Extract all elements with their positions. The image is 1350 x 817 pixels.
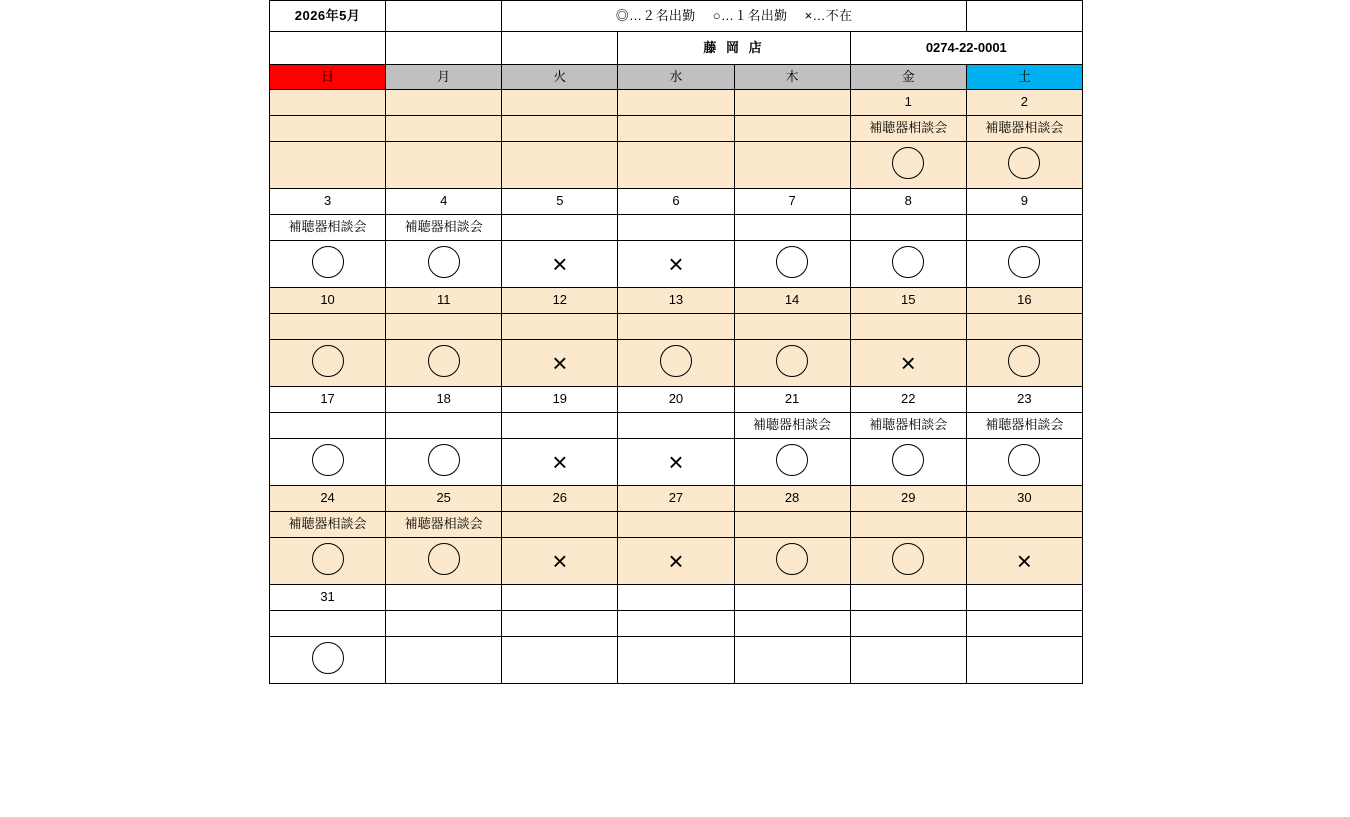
status-cell-empty bbox=[734, 142, 850, 189]
date-cell-empty bbox=[850, 585, 966, 611]
calendar-sheet bbox=[269, 0, 1083, 684]
circle-icon bbox=[892, 246, 924, 278]
event-note-cell-empty bbox=[966, 314, 1082, 340]
event-note-cell-empty bbox=[850, 215, 966, 241]
store-spacer-1 bbox=[270, 32, 386, 65]
circle-icon bbox=[660, 345, 692, 377]
event-note-cell-empty bbox=[502, 116, 618, 142]
day-of-week-row bbox=[270, 65, 1083, 90]
week-note-row bbox=[270, 215, 1083, 241]
circle-icon bbox=[312, 345, 344, 377]
date-cell: 14 bbox=[734, 288, 850, 314]
event-note-cell-empty bbox=[270, 611, 386, 637]
cross-icon: × bbox=[668, 447, 684, 477]
event-note-cell-empty bbox=[386, 314, 502, 340]
event-note-cell-empty bbox=[966, 611, 1082, 637]
circle-icon bbox=[1008, 246, 1040, 278]
event-note-cell-empty bbox=[618, 215, 734, 241]
event-note-cell-empty bbox=[618, 413, 734, 439]
title-spacer-right bbox=[966, 1, 1082, 32]
date-cell-empty bbox=[734, 585, 850, 611]
calendar-table bbox=[269, 0, 1083, 684]
status-cell-empty bbox=[618, 142, 734, 189]
dow-monday: 月 bbox=[386, 65, 502, 90]
event-note-cell-empty bbox=[270, 116, 386, 142]
status-circle-icon bbox=[386, 340, 502, 387]
status-circle-icon bbox=[850, 439, 966, 486]
event-note-cell: 補聴器相談会 bbox=[270, 512, 386, 538]
date-cell: 26 bbox=[502, 486, 618, 512]
title-row bbox=[270, 1, 1083, 32]
event-note-cell-empty bbox=[618, 611, 734, 637]
event-note-cell-empty bbox=[502, 314, 618, 340]
legend-text: ◎…２名出勤 ○…１名出勤 ×…不在 bbox=[502, 1, 967, 32]
event-note-cell-empty bbox=[734, 611, 850, 637]
date-cell-empty bbox=[966, 585, 1082, 611]
week-note-row bbox=[270, 611, 1083, 637]
event-note-cell-empty bbox=[386, 116, 502, 142]
date-cell: 22 bbox=[850, 387, 966, 413]
status-cross-icon bbox=[502, 340, 618, 387]
title-spacer bbox=[386, 1, 502, 32]
event-note-cell: 補聴器相談会 bbox=[386, 215, 502, 241]
calendar-weeks bbox=[270, 90, 1083, 684]
event-note-cell: 補聴器相談会 bbox=[966, 413, 1082, 439]
circle-icon bbox=[776, 543, 808, 575]
event-note-cell-empty bbox=[734, 215, 850, 241]
week-date-row bbox=[270, 486, 1083, 512]
date-cell: 24 bbox=[270, 486, 386, 512]
date-cell: 9 bbox=[966, 189, 1082, 215]
week-status-row bbox=[270, 142, 1083, 189]
status-cell-empty bbox=[502, 142, 618, 189]
event-note-cell-empty bbox=[850, 314, 966, 340]
status-cell-empty bbox=[270, 142, 386, 189]
status-circle-icon bbox=[386, 538, 502, 585]
date-cell: 6 bbox=[618, 189, 734, 215]
week-date-row bbox=[270, 90, 1083, 116]
status-cross-icon bbox=[618, 241, 734, 288]
status-circle-icon bbox=[270, 637, 386, 684]
date-cell-empty bbox=[618, 585, 734, 611]
date-cell: 16 bbox=[966, 288, 1082, 314]
cross-icon: × bbox=[668, 249, 684, 279]
status-circle-icon bbox=[270, 241, 386, 288]
event-note-cell-empty bbox=[502, 413, 618, 439]
dow-saturday: 土 bbox=[966, 65, 1082, 90]
date-cell-empty bbox=[502, 90, 618, 116]
circle-icon bbox=[312, 543, 344, 575]
month-title: 2026年5月 bbox=[270, 1, 386, 32]
date-cell: 11 bbox=[386, 288, 502, 314]
status-circle-icon bbox=[270, 340, 386, 387]
week-date-row bbox=[270, 288, 1083, 314]
week-note-row bbox=[270, 116, 1083, 142]
status-circle-icon bbox=[734, 439, 850, 486]
circle-icon bbox=[1008, 444, 1040, 476]
status-circle-icon bbox=[734, 241, 850, 288]
date-cell: 30 bbox=[966, 486, 1082, 512]
date-cell: 23 bbox=[966, 387, 1082, 413]
cross-icon: × bbox=[552, 447, 568, 477]
cross-icon: × bbox=[552, 348, 568, 378]
status-circle-icon bbox=[966, 439, 1082, 486]
store-name: 藤 岡 店 bbox=[618, 32, 850, 65]
date-cell: 2 bbox=[966, 90, 1082, 116]
date-cell-empty bbox=[618, 90, 734, 116]
week-note-row bbox=[270, 413, 1083, 439]
status-cross-icon bbox=[966, 538, 1082, 585]
status-circle-icon bbox=[966, 340, 1082, 387]
date-cell: 20 bbox=[618, 387, 734, 413]
event-note-cell-empty bbox=[966, 215, 1082, 241]
status-cell-empty bbox=[502, 637, 618, 684]
date-cell: 5 bbox=[502, 189, 618, 215]
week-date-row bbox=[270, 189, 1083, 215]
status-cell-empty bbox=[386, 637, 502, 684]
status-cross-icon bbox=[850, 340, 966, 387]
date-cell-empty bbox=[270, 90, 386, 116]
date-cell-empty bbox=[734, 90, 850, 116]
status-circle-icon bbox=[966, 241, 1082, 288]
date-cell: 13 bbox=[618, 288, 734, 314]
circle-icon bbox=[428, 246, 460, 278]
cross-icon: × bbox=[552, 546, 568, 576]
week-status-row bbox=[270, 538, 1083, 585]
date-cell: 3 bbox=[270, 189, 386, 215]
date-cell-empty bbox=[386, 585, 502, 611]
week-note-row bbox=[270, 314, 1083, 340]
status-circle-icon bbox=[734, 340, 850, 387]
event-note-cell-empty bbox=[734, 116, 850, 142]
week-date-row bbox=[270, 585, 1083, 611]
circle-icon bbox=[892, 543, 924, 575]
status-cross-icon bbox=[502, 439, 618, 486]
circle-icon bbox=[1008, 345, 1040, 377]
event-note-cell: 補聴器相談会 bbox=[386, 512, 502, 538]
status-cell-empty bbox=[966, 637, 1082, 684]
store-spacer-3 bbox=[502, 32, 618, 65]
date-cell: 27 bbox=[618, 486, 734, 512]
status-cross-icon bbox=[502, 241, 618, 288]
event-note-cell: 補聴器相談会 bbox=[966, 116, 1082, 142]
status-circle-icon bbox=[270, 538, 386, 585]
date-cell: 18 bbox=[386, 387, 502, 413]
date-cell: 8 bbox=[850, 189, 966, 215]
event-note-cell-empty bbox=[618, 314, 734, 340]
status-cross-icon bbox=[502, 538, 618, 585]
circle-icon bbox=[1008, 147, 1040, 179]
date-cell: 28 bbox=[734, 486, 850, 512]
date-cell: 29 bbox=[850, 486, 966, 512]
status-circle-icon bbox=[966, 142, 1082, 189]
event-note-cell: 補聴器相談会 bbox=[850, 116, 966, 142]
date-cell-empty bbox=[502, 585, 618, 611]
circle-icon bbox=[892, 147, 924, 179]
store-row bbox=[270, 32, 1083, 65]
store-spacer-2 bbox=[386, 32, 502, 65]
event-note-cell-empty bbox=[734, 512, 850, 538]
status-cell-empty bbox=[386, 142, 502, 189]
circle-icon bbox=[428, 543, 460, 575]
circle-icon bbox=[312, 246, 344, 278]
event-note-cell: 補聴器相談会 bbox=[734, 413, 850, 439]
event-note-cell-empty bbox=[270, 314, 386, 340]
circle-icon bbox=[776, 246, 808, 278]
circle-icon bbox=[776, 444, 808, 476]
event-note-cell-empty bbox=[850, 512, 966, 538]
date-cell: 21 bbox=[734, 387, 850, 413]
event-note-cell-empty bbox=[386, 413, 502, 439]
date-cell: 15 bbox=[850, 288, 966, 314]
date-cell: 17 bbox=[270, 387, 386, 413]
date-cell: 1 bbox=[850, 90, 966, 116]
date-cell: 4 bbox=[386, 189, 502, 215]
week-status-row bbox=[270, 340, 1083, 387]
cross-icon: × bbox=[668, 546, 684, 576]
event-note-cell-empty bbox=[386, 611, 502, 637]
circle-icon bbox=[312, 444, 344, 476]
cross-icon: × bbox=[900, 348, 916, 378]
week-status-row bbox=[270, 439, 1083, 486]
status-cross-icon bbox=[618, 439, 734, 486]
event-note-cell-empty bbox=[966, 512, 1082, 538]
dow-thursday: 木 bbox=[734, 65, 850, 90]
dow-sunday: 日 bbox=[270, 65, 386, 90]
event-note-cell-empty bbox=[618, 512, 734, 538]
dow-wednesday: 水 bbox=[618, 65, 734, 90]
status-circle-icon bbox=[850, 538, 966, 585]
week-note-row bbox=[270, 512, 1083, 538]
status-circle-icon bbox=[386, 241, 502, 288]
event-note-cell-empty bbox=[502, 215, 618, 241]
status-cell-empty bbox=[734, 637, 850, 684]
status-cell-empty bbox=[850, 637, 966, 684]
date-cell: 31 bbox=[270, 585, 386, 611]
status-circle-icon bbox=[386, 439, 502, 486]
event-note-cell-empty bbox=[618, 116, 734, 142]
status-circle-icon bbox=[850, 241, 966, 288]
status-circle-icon bbox=[734, 538, 850, 585]
circle-icon bbox=[428, 444, 460, 476]
event-note-cell-empty bbox=[502, 611, 618, 637]
week-status-row bbox=[270, 637, 1083, 684]
cross-icon: × bbox=[1016, 546, 1032, 576]
event-note-cell-empty bbox=[270, 413, 386, 439]
status-circle-icon bbox=[618, 340, 734, 387]
date-cell: 25 bbox=[386, 486, 502, 512]
event-note-cell-empty bbox=[502, 512, 618, 538]
event-note-cell-empty bbox=[734, 314, 850, 340]
date-cell: 19 bbox=[502, 387, 618, 413]
circle-icon bbox=[892, 444, 924, 476]
status-circle-icon bbox=[270, 439, 386, 486]
date-cell: 10 bbox=[270, 288, 386, 314]
week-status-row bbox=[270, 241, 1083, 288]
event-note-cell: 補聴器相談会 bbox=[850, 413, 966, 439]
date-cell: 12 bbox=[502, 288, 618, 314]
status-cell-empty bbox=[618, 637, 734, 684]
date-cell: 7 bbox=[734, 189, 850, 215]
status-cross-icon bbox=[618, 538, 734, 585]
event-note-cell: 補聴器相談会 bbox=[270, 215, 386, 241]
store-telephone: 0274-22-0001 bbox=[850, 32, 1082, 65]
cross-icon: × bbox=[552, 249, 568, 279]
week-date-row bbox=[270, 387, 1083, 413]
circle-icon bbox=[312, 642, 344, 674]
event-note-cell-empty bbox=[850, 611, 966, 637]
circle-icon bbox=[428, 345, 460, 377]
date-cell-empty bbox=[386, 90, 502, 116]
circle-icon bbox=[776, 345, 808, 377]
dow-friday: 金 bbox=[850, 65, 966, 90]
status-circle-icon bbox=[850, 142, 966, 189]
dow-tuesday: 火 bbox=[502, 65, 618, 90]
